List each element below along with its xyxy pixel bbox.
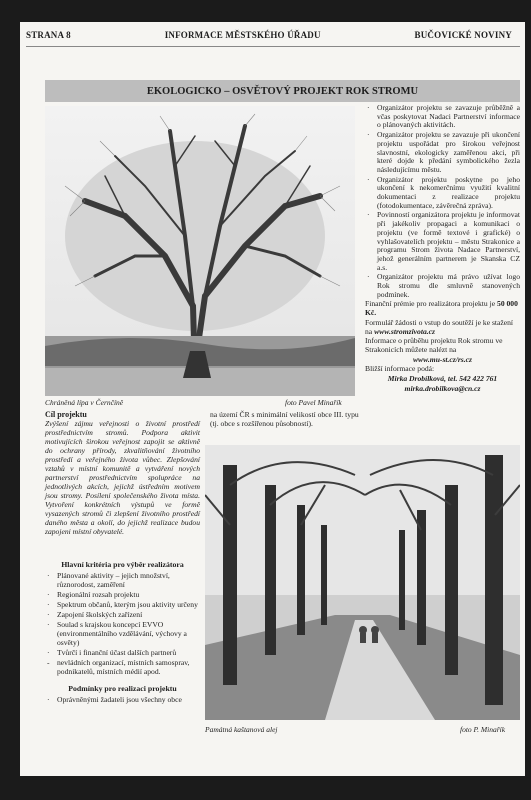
criteria-item: · Zapojení školských zařízení <box>47 610 143 619</box>
right-bullet: · Organizátor projektu se zavazuje průběžně a včas poskytovat Nadaci Partnerství informace o plánovaných aktivitách. <box>367 103 520 130</box>
photo2-caption: Památná kaštanová alej <box>205 725 278 734</box>
goal-text: Zvýšení zájmu veřejnosti o životní prostředí prostřednictvím stromů. Podpora aktivit motivujících širokou veřejnost zapojit se aktivně do ochrany přírody, zkvalitňování životního prostředí a veřejného života vůbec. Zlepšování vztahů v místní komunitě a vytváření nových partnerství prostřednictvím spolupráce na jednotlivých akcích, jejichž ústředním motivem jsou stromy. Posílení společenského života místa. Vytvoření konkrétních výstupů ve formě vysazených stromů či zlepšení životního prostředí daného města a okolí, do jejichž realizace budou zapojeni místní obyvatelé. <box>45 419 200 536</box>
photo1-credit: foto Pavel Minařík <box>285 398 342 407</box>
prize-amount: 50 000 Kč. <box>365 299 518 318</box>
info-link[interactable]: www.mu-st.cz/rs.cz <box>412 354 472 364</box>
criteria-item: · Soulad s krajskou koncepcí EVVO (environmentálního vzdělávání, výchovy a osvěty) <box>47 620 187 647</box>
contact-label: Bližší informace podá: <box>365 364 435 374</box>
section-name: INFORMACE MĚSTSKÉHO ÚŘADU <box>164 30 321 40</box>
middle-text: na území ČR s minimální velikostí obce III. typu (tj. obce s rozšířenou působností). <box>210 410 359 428</box>
right-bullet: · Povinností organizátora projektu je informovat při jakékoliv propagaci a komunikaci o projektu (ve formě textové i grafické) o vyhlašovatelích projektu – městu Strakonice a programu Strom života Nadace Partnerství, jehož generálním partnerem je Skanska CZ a.s. <box>367 210 520 272</box>
chestnut-alley-photo <box>205 445 520 720</box>
criteria-item: · Regionální rozsah projektu <box>47 590 140 599</box>
photo1-caption: Chráněná lípa v Černčíně <box>45 398 124 407</box>
criteria-item: - nevládních organizací, místních samosprav, podnikatelů, místních médií apod. <box>47 658 190 676</box>
criteria-item: · Spektrum občanů, kterým jsou aktivity určeny <box>47 600 198 609</box>
conditions-item: · Oprávněnými žadateli jsou všechny obce <box>47 695 182 704</box>
goal-section <box>45 410 200 536</box>
criteria-heading: Hlavní kritéria pro výběr realizátora <box>61 560 184 569</box>
criteria-item: · Tvůrčí i finanční účast dalších partnerů <box>47 648 177 657</box>
prize-paragraph: Finanční prémie pro realizátora projektu je 50 000 Kč. <box>365 299 518 318</box>
page-number: STRANA 8 <box>26 30 71 40</box>
right-bullet: · Organizátor projektu poskytne po jeho ukončení k nekomerčnímu využití kvalitní dokumentaci z realizace projektu (fotodokumentace, závěrečná zpráva). <box>367 174 520 210</box>
header-rule <box>26 46 520 47</box>
publication-name: BUČOVICKÉ NOVINY <box>414 30 512 40</box>
form-paragraph: Formulář žádosti o vstup do soutěží je ke stažení na www.stromzivota.cz <box>365 317 514 336</box>
photo2-credit: foto P. Minařík <box>460 725 506 734</box>
contact-email[interactable]: mirka.drobilkova@cn.cz <box>404 383 481 393</box>
criteria-section <box>45 560 200 705</box>
right-bullet: · Organizátor projektu se zavazuje při ukončení projektu uspořádat pro širokou veřejnost slavnostní, ekologicky zaměřenou akci, při které dojde k předání symbolického žezla následujícímu městu. <box>367 130 520 174</box>
contact-name: Mirka Drobílková, tel. 542 422 761 <box>387 374 498 384</box>
form-link[interactable]: www.stromzivota.cz <box>374 326 435 336</box>
right-bullet: · Organizátor projektu má právo užívat logo Rok stromu dle smluvně stanovených podmínek. <box>367 272 520 299</box>
article-title: EKOLOGICKO – OSVĚTOVÝ PROJEKT ROK STROMU <box>45 80 520 102</box>
running-header <box>26 30 512 44</box>
conditions-heading: Podmínky pro realizaci projektu <box>68 684 177 693</box>
goal-heading: Cíl projektu <box>45 410 87 419</box>
criteria-item: · Plánované aktivity – jejich množství, různorodost, zaměření <box>47 571 170 589</box>
info-paragraph: Informace o průběhu projektu Rok stromu ve Strakonicích můžete nalézt na <box>365 336 503 354</box>
right-column <box>365 104 520 394</box>
linden-tree-photo <box>45 106 355 396</box>
